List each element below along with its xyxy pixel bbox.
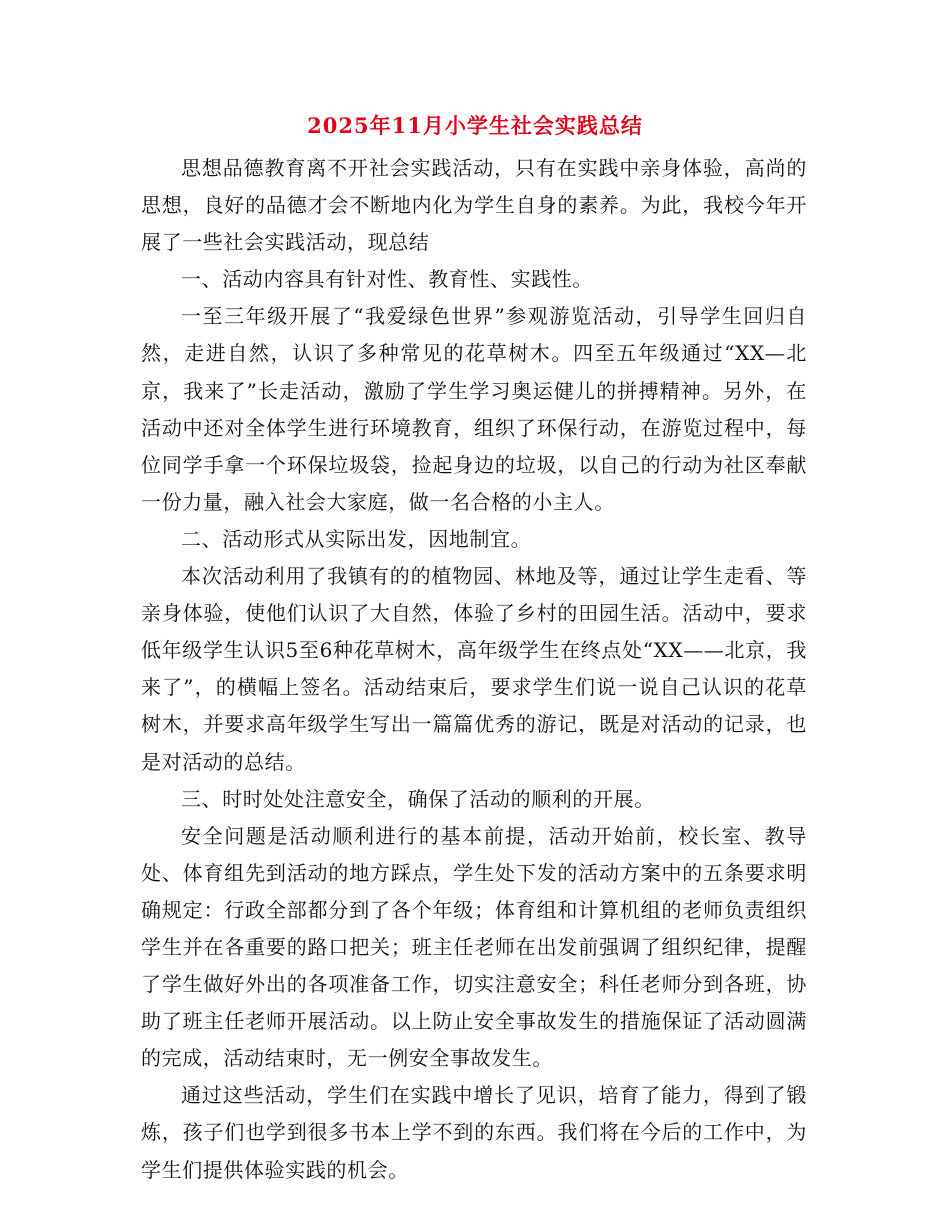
paragraph-activity-content: 一至三年级开展了“我爱绿色世界”参观游览活动，引导学生回归自然，走进自然，认识了多种常见的花草树木。四至五年级通过“XX—北京，我来了”长走活动，激励了学生学习奥运健儿的拼搏精神。另外，在活动中还对全体学生进行环境教育，组织了环保行动，在游览过程中，每位同学手拿一个环保垃圾袋，捡起身边的垃圾，以自己的行动为社区奉献一份力量，融入社会大家庭，做一名合格的小主人。 [141, 304, 807, 514]
section-heading-2: 二、活动形式从实际出发，因地制宜。 [181, 526, 532, 551]
section-heading-1: 一、活动内容具有针对性、教育性、实践性。 [181, 267, 593, 292]
paragraph-safety: 安全问题是活动顺利进行的基本前提，活动开始前，校长室、教导处、体育组先到活动的地方踩点，学生处下发的活动方案中的五条要求明确规定：行政全部都分到了各个年级；体育组和计算机组的老师负责组织学生并在各重要的路口把关；班主任老师在出发前强调了组织纪律，提醒了学生做好外出的各项准备工作，切实注意安全；科任老师分到各班，协助了班主任老师开展活动。以上防止安全事故发生的措施保证了活动圆满的完成，活动结束时，无一例安全事故发生。 [141, 823, 807, 1071]
paragraph-activity-form: 本次活动利用了我镇有的的植物园、林地及等，通过让学生走看、等亲身体验，使他们认识了大自然，体验了乡村的田园生活。活动中，要求低年级学生认识5至6种花草树木，高年级学生在终点处“XX——北京，我来了”，的横幅上签名。活动结束后，要求学生们说一说自己认识的花草树木，并要求高年级学生写出一篇篇优秀的游记，既是对活动的记录，也是对活动的总结。 [141, 564, 807, 774]
document-title: 2025年11月小学生社会实践总结 [307, 113, 643, 138]
paragraph-conclusion: 通过这些活动，学生们在实践中增长了见识，培育了能力，得到了锻炼，孩子们也学到很多书本上学不到的东西。我们将在今后的工作中，为学生们提供体验实践的机会。 [141, 1083, 807, 1182]
document-body [141, 150, 807, 1189]
section-heading-3: 三、时时处处注意安全，确保了活动的顺利的开展。 [181, 786, 655, 811]
paragraph-intro: 思想品德教育离不开社会实践活动，只有在实践中亲身体验，高尚的思想，良好的品德才会不断地内化为学生自身的素养。为此，我校今年开展了一些社会实践活动，现总结 [141, 156, 807, 255]
